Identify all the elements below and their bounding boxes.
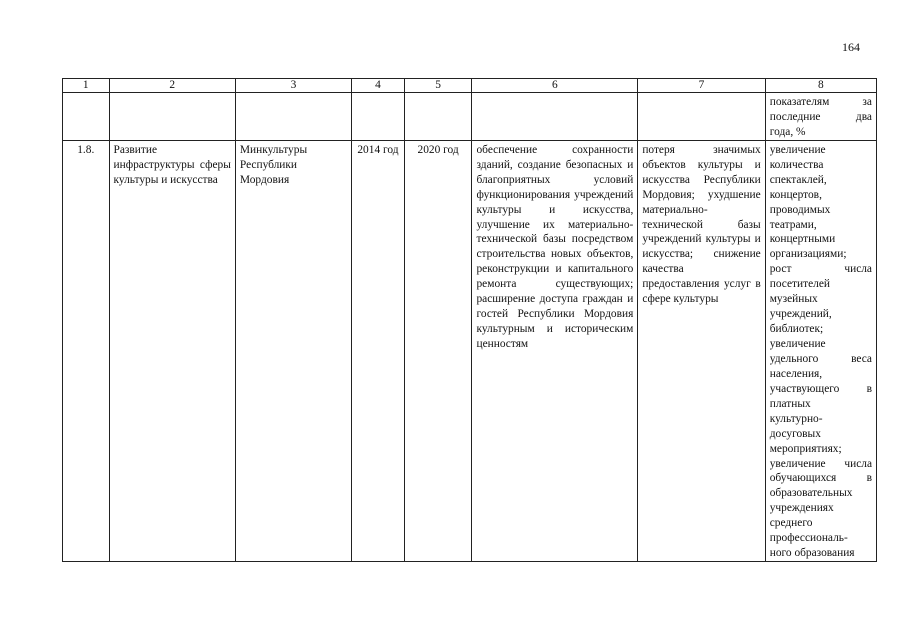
indicator-line: мероприятиях; <box>769 442 842 455</box>
empty-cell <box>404 93 472 141</box>
indicator-line: организациями; <box>769 248 847 261</box>
indicators-cell <box>765 140 876 561</box>
indicator-line: музейных <box>769 293 818 306</box>
column-number: 3 <box>235 79 351 93</box>
indicator-line: увеличение <box>769 143 826 156</box>
indicator-line: населения, <box>769 367 823 380</box>
indicator-line: удельного веса <box>769 352 872 365</box>
page-number: 164 <box>842 40 860 54</box>
indicator-line: учреждений, <box>769 308 832 321</box>
row-number-cell: 1.8. <box>63 140 110 561</box>
column-number: 8 <box>765 79 876 93</box>
indicator-line: платных <box>769 397 811 410</box>
indicator-line: увеличение числа <box>769 457 872 470</box>
indicators-continuation-cell <box>765 93 876 141</box>
column-number: 7 <box>638 79 765 93</box>
indicator-line: участвующего в <box>769 382 872 395</box>
indicator-line: культурно- <box>769 412 823 425</box>
empty-cell <box>235 93 351 141</box>
indicator-line: посетителей <box>769 278 830 291</box>
indicator-line: профессиональ- <box>769 532 848 545</box>
start-year-cell: 2014 год <box>352 140 405 561</box>
indicator-line: обучающихся в <box>769 472 872 485</box>
indicator-line: количества <box>769 158 824 171</box>
indicator-line: образовательных <box>769 487 853 500</box>
indicator-line: концертными <box>769 233 836 246</box>
column-number: 4 <box>352 79 405 93</box>
indicator-line: среднего <box>769 517 813 530</box>
column-number: 2 <box>109 79 235 93</box>
empty-cell <box>109 93 235 141</box>
executor-cell: Минкультуры Республики Мордовия <box>235 140 351 561</box>
indicator-line: последние два <box>769 110 872 123</box>
end-year-cell: 2020 год <box>404 140 472 561</box>
column-number: 6 <box>472 79 638 93</box>
indicator-line: рост числа <box>769 263 872 276</box>
indicator-line: учреждениях <box>769 502 834 515</box>
indicator-line: года, % <box>769 125 806 138</box>
indicator-line: проводимых <box>769 203 831 216</box>
column-number-row <box>63 79 877 93</box>
indicator-line: библиотек; <box>769 323 824 336</box>
indicator-line: досуговых <box>769 427 821 440</box>
continuation-row <box>63 93 877 141</box>
indicator-line: увеличение <box>769 338 826 350</box>
indicator-line: ного образования <box>769 547 855 560</box>
column-number: 1 <box>63 79 110 93</box>
empty-cell <box>63 93 110 141</box>
empty-cell <box>638 93 765 141</box>
indicator-line: театрами, <box>769 218 817 231</box>
indicator-line: показателям за <box>769 96 872 108</box>
table-row <box>63 140 877 561</box>
empty-cell <box>352 93 405 141</box>
activity-name-cell: Развитие инфраструктуры сферы культуры и искусства <box>109 140 235 561</box>
empty-cell <box>472 93 638 141</box>
indicator-line: спектаклей, <box>769 173 827 186</box>
indicator-line: концертов, <box>769 188 822 201</box>
consequences-cell: потеря значимых объектов культуры и искусства Республики Мордовия; ухудшение материально-технической базы учреждений культуры и искусства; снижение качества предоставления услуг в сфере культуры <box>638 140 765 561</box>
column-number: 5 <box>404 79 472 93</box>
program-table <box>62 78 877 562</box>
expected-result-cell: обеспечение сохранности зданий, создание безопасных и благоприятных условий функционирования учреждений культуры и искусства, улучшение их материально-технической базы посредством строительства новых объектов, реконструкции и капитального ремонта существующих; расширение доступа граждан и гостей Республики Мордовия культурным и историческим ценностям <box>472 140 638 561</box>
